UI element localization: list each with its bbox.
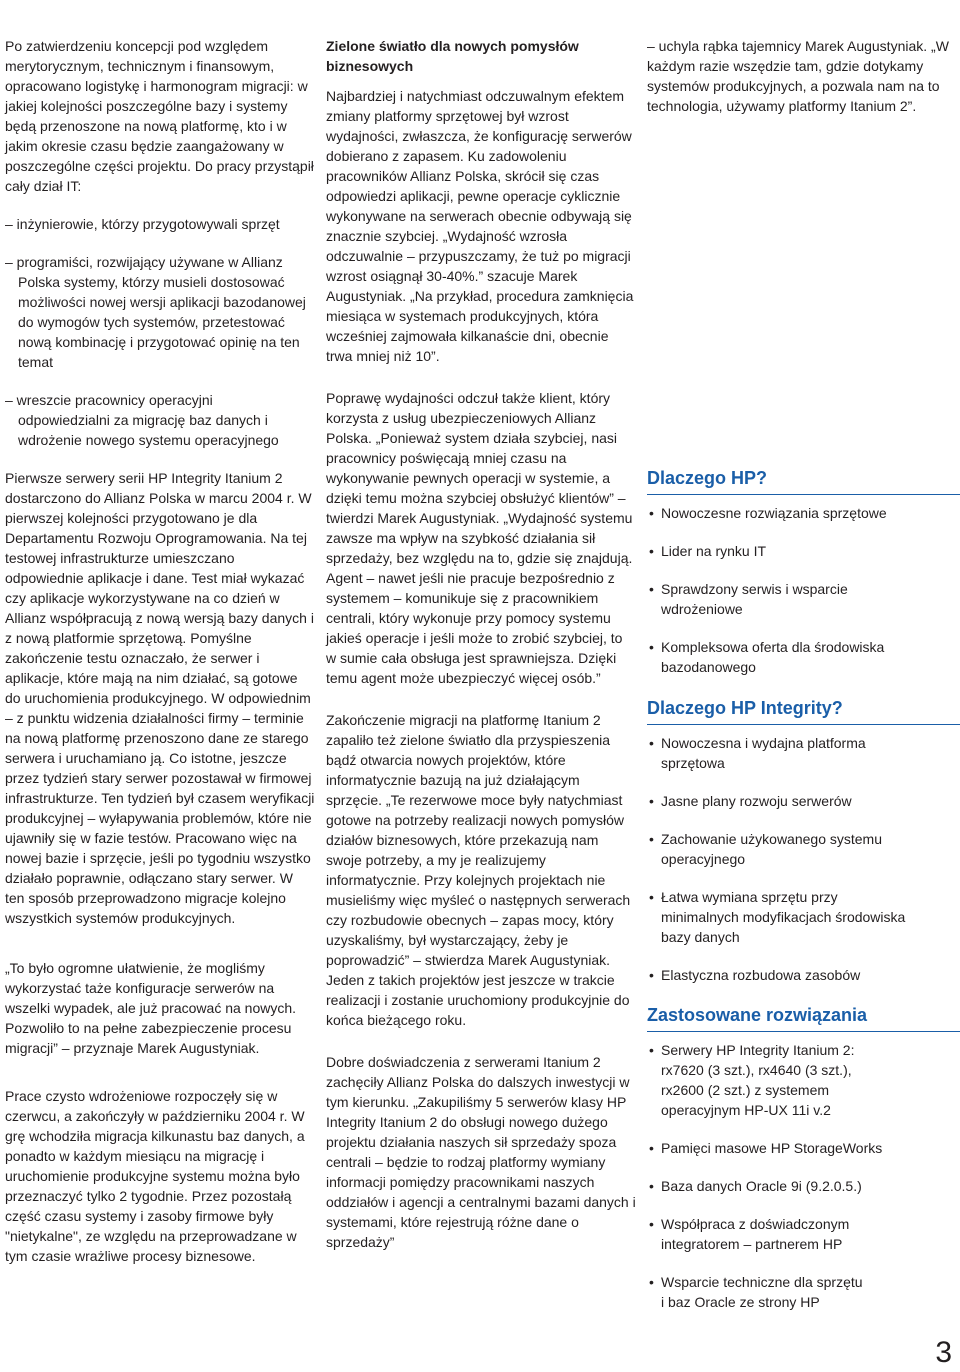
bullet-item-line: Sprawdzony serwis i wsparcie <box>661 581 848 597</box>
bullet-item-line: Lider na rynku IT <box>661 543 767 559</box>
bullet-item-line: Nowoczesna i wydajna platforma <box>661 735 866 751</box>
quote-paragraph: „To było ogromne ułatwienie, że mogliśmy wykorzystać taże konfiguracje serwerów na wszelki wypadek, ale już pracować na nowych. Pozwoliło to na pełne zabezpieczenie procesu migracji” – przyznaje Marek Augustyniak. <box>5 960 297 1056</box>
bullet-list <box>647 733 960 985</box>
bullet-item-line: rx2600 (2 szt.) z systemem <box>661 1082 830 1098</box>
dash-item-operators: – wreszcie pracownicy operacyjni odpowiedzialni za migrację baz danych i wdrożenie nowego systemu operacyjnego <box>5 392 279 448</box>
bullet-item-line: wdrożeniowe <box>661 601 743 617</box>
bullet-item-line: Kompleksowa oferta dla środowiska <box>661 639 885 655</box>
dash-item-programmers: – programiści, rozwijający używane w Allianz Polska systemy, którzy musieli dostosować możliwości nowej wersji aplikacji bazodanowej do wymogów tych systemów, przetestować nową kombinację i przygotować opinię na ten temat <box>5 254 306 370</box>
bullet-icon: • <box>649 793 654 809</box>
intro-paragraph: Po zatwierdzeniu koncepcji pod względem merytorycznym, technicznym i finansowym, opracowano logistykę i harmonogram migracji: w jakiej kolejności poszczególne bazy i systemy będą przenoszone na nową platformę, kto i w jakim okresie czasu będzie zaangażowany w poszczególne części projektu. Do pracy przystąpił cały dział IT: <box>5 38 314 194</box>
bullet-icon: • <box>649 581 654 597</box>
sidebar-heading: Dlaczego HP? <box>647 466 960 495</box>
bullet-item-line: integratorem – partnerem HP <box>661 1236 843 1252</box>
bullet-icon: • <box>649 1178 654 1194</box>
bullet-icon: • <box>649 639 654 655</box>
bullet-item <box>647 829 960 869</box>
continuation-paragraph: – uchyla rąbka tajemnicy Marek Augustyniak. „W każdym razie wszędzie tam, gdzie dotykamy systemów produkcyjnych, a pozwala nam na to technologia, używamy platformy Itanium 2”. <box>647 38 949 114</box>
performance-paragraph: Najbardziej i natychmiast odczuwalnym efektem zmiany platformy sprzętowej był wzrost wydajności, zwłaszcza, że konfigurację serwerów dobierano z zapasem. Ku zadowoleniu pracowników Allianz Polska, skrócił się czas odpowiedzi aplikacji, pewne operacje cyklicznie wykonywane na serwerach obecnie odbywają się znacznie szybciej. „Wydajność wzrosła odczuwalnie – przypuszczamy, że tuż po migracji wzrost osiągnął 30-40%.” szacuje Marek Augustyniak. „Na przykład, procedura zamknięcia miesiąca w systemach produkcyjnych, która wcześniej zajmowała kilkanaście dni, obecnie trwa mniej niż 10”. <box>326 88 634 364</box>
bullet-icon: • <box>649 1140 654 1156</box>
column-2 <box>326 36 636 1252</box>
bullet-item <box>647 579 960 619</box>
page-number: 3 <box>935 1336 952 1369</box>
bullet-list <box>647 1040 960 1312</box>
bullet-item <box>647 1272 960 1312</box>
bullet-item <box>647 887 960 947</box>
bullet-item-line: sprzętowa <box>661 755 725 771</box>
bullet-item-line: Łatwa wymiana sprzętu przy <box>661 889 838 905</box>
bullet-item <box>647 791 960 811</box>
dash-item-engineers: – inżynierowie, którzy przygotowywali sprzęt <box>5 216 280 232</box>
bullet-icon: • <box>649 1216 654 1232</box>
bullet-icon: • <box>649 543 654 559</box>
bullet-icon: • <box>649 889 654 905</box>
sidebar-heading: Zastosowane rozwiązania <box>647 1003 960 1032</box>
bullet-item-line: operacyjnego <box>661 851 746 867</box>
bullet-item-line: rx7620 (3 szt.), rx4640 (3 szt.), <box>661 1062 852 1078</box>
bullet-item <box>647 1214 960 1254</box>
bullet-icon: • <box>649 505 654 521</box>
bullet-item-line: Elastyczna rozbudowa zasobów <box>661 967 861 983</box>
bullet-item <box>647 1176 960 1196</box>
section-heading: Zielone światło dla nowych pomysłów biznesowych <box>326 38 579 74</box>
bullet-item-line: Serwery HP Integrity Itanium 2: <box>661 1042 855 1058</box>
bullet-item-line: i baz Oracle ze strony HP <box>661 1294 820 1310</box>
bullet-icon: • <box>649 735 654 751</box>
bullet-icon: • <box>649 1042 654 1058</box>
bullet-item <box>647 1138 960 1158</box>
bullet-item <box>647 965 960 985</box>
bullet-icon: • <box>649 831 654 847</box>
bullet-item-line: bazy danych <box>661 929 740 945</box>
bullet-item <box>647 637 960 677</box>
sidebar-heading: Dlaczego HP Integrity? <box>647 696 960 725</box>
column-1 <box>5 36 315 1266</box>
bullet-item-line: Jasne plany rozwoju serwerów <box>661 793 852 809</box>
investment-paragraph: Dobre doświadczenia z serwerami Itanium 2 zachęciły Allianz Polska do dalszych inwestycji w tym kierunku. „Zakupiliśmy 5 serwerów klasy HP Integrity Itanium 2 do obsługi nowego dużego projektu działania naszych sił sprzedaży spoza centrali – będzie to rodzaj platformy wymiany informacji pomiędzy pracownikami naszych oddziałów i agencji a centralnymi bazami danych i systemami, które rejestrują różne dane o sprzedaży” <box>326 1054 636 1250</box>
bullet-item-line: minimalnych modyfikacjach środowiska <box>661 909 906 925</box>
bullet-item-line: Zachowanie użykowanego systemu <box>661 831 883 847</box>
column-3 <box>647 36 957 116</box>
bullet-item <box>647 1040 960 1120</box>
bullet-item <box>647 541 960 561</box>
bullet-list <box>647 503 960 677</box>
bullet-icon: • <box>649 967 654 983</box>
bullet-item <box>647 503 960 523</box>
it-department-list <box>5 214 315 450</box>
bullet-item-line: Współpraca z doświadczonym <box>661 1216 850 1232</box>
bullet-item <box>647 733 960 773</box>
bullet-item-line: Wsparcie techniczne dla sprzętu <box>661 1274 863 1290</box>
bullet-item-line: Pamięci masowe HP StorageWorks <box>661 1140 883 1156</box>
schedule-paragraph: Prace czysto wdrożeniowe rozpoczęły się w czerwcu, a zakończyły w październiku 2004 r. W grę wchodziła migracja kilkunastu baz danych, a ponadto w każdym miesiącu na migrację i uruchomienie produkcyjne systemu można było przeznaczyć tylko 2 tygodnie. Przez pozostałą część czasu systemy i zasoby firmowe były "nietykalne", ze względu na przeprowadzane w tym czasie wrażliwe procesy biznesowe. <box>5 1088 305 1264</box>
bullet-icon: • <box>649 1274 654 1290</box>
sidebar-solutions <box>647 1003 960 1312</box>
servers-paragraph: Pierwsze serwery serii HP Integrity Itanium 2 dostarczono do Allianz Polska w marcu 2004 r. W pierwszej kolejności przygotowano je dla Departamentu Rozwoju Oprogramowania. Na tej testowej infrastrukturze umieszczano odpowiednie aplikacje i dane. Test miał wykazać czy aplikacje wykorzystywane na co dzień w Allianz współpracują z nową wersją bazy danych i z nową platformie sprzętową. Pomyślne zakończenie testu oznaczało, że serwer i aplikacje, które mają na nim działać, są gotowe do uruchomienia produkcyjnego. W odpowiednim – z punktu widzenia działalności firmy – terminie na nową platformę przenoszono dane ze starego serwera i uruchamiano ją. Co istotne, jeszcze przez tydzień stary serwer pozostawał w firmowej infrastrukturze. Ten tydzień był czasem weryfikacji produkcyjnej – wyłapywania problemów, które nie ujawniły się w fazie testów. Pracowano więc na nowej bazie i sprzęcie, jeśli po tygodniu wszystko działało poprawnie, odłączano stary serwer. W ten sposób przeprowadzono migracje kolejno wszystkich systemów produkcyjnych. <box>5 470 315 926</box>
sidebar-why-hp-integrity <box>647 696 960 985</box>
bullet-item-line: bazodanowego <box>661 659 756 675</box>
bullet-item-line: Nowoczesne rozwiązania sprzętowe <box>661 505 887 521</box>
sidebar-why-hp <box>647 466 960 677</box>
client-paragraph: Poprawę wydajności odczuł także klient, który korzysta z usług ubezpieczeniowych Allianz Polska. „Ponieważ system działa szybciej, nasi pracownicy poświęcają mniej czasu na wykonywanie pewnych operacji w systemie, a dzięki temu można szybciej obsłużyć klientów” – twierdzi Marek Augustyniak. „Wydajność systemu zawsze ma wpływ na szybkość działania sił sprzedaży, bez względu na to, gdzie się znajdują. Agent – nawet jeśli nie pracuje bezpośrednio z systemem – komunikuje się z pracownikiem centrali, który wykonuje przy pomocy systemu jakieś operacje i jeśli może to zrobić szybciej, to w sumie cała obsługa jest sprawniejsza. Dzięki temu agent może ubezpieczyć więcej osób.” <box>326 390 633 686</box>
bullet-item-line: Baza danych Oracle 9i (9.2.0.5.) <box>661 1178 862 1194</box>
bullet-item-line: operacyjnym HP-UX 11i v.2 <box>661 1102 831 1118</box>
migration-paragraph: Zakończenie migracji na platformę Itanium 2 zapaliło też zielone światło dla przyspieszenia bądź otwarcia nowych projektów, które informatycznie bazują na już działającym sprzęcie. „Te rezerwowe moce były natychmiast gotowe na potrzeby realizacji nowych pomysłów działów biznesowych, które przekazują nam swoje potrzeby, a my je realizujemy informatycznie. Przy kolejnych projektach nie musieliśmy więc myśleć o następnych serwerach czy rozbudowie obecnych – zapas mocy, który uzyskaliśmy, był wystarczający, żeby je poprowadzić” – stwierdza Marek Augustyniak. Jeden z takich projektów jest jeszcze w trakcie realizacji i zostanie uruchomiony produkcyjnie do końca bieżącego roku. <box>326 712 631 1028</box>
